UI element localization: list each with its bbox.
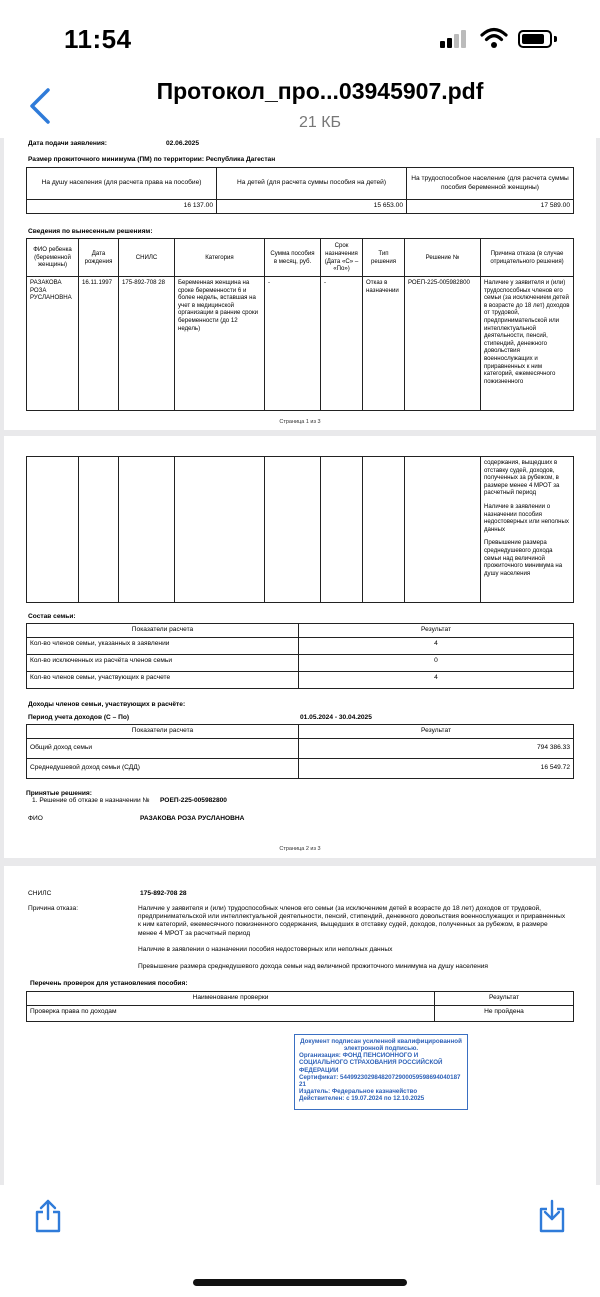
pm-heading: Размер прожиточного минимума (ПМ) по территории: Республика Дагестан [28, 156, 276, 163]
cont-cell-8 [405, 457, 481, 603]
application-date-label: Дата подачи заявления: [28, 140, 107, 147]
income-row-label: Среднедушевой доход семьи (СДД) [27, 759, 299, 779]
period-value: 01.05.2024 - 30.04.2025 [300, 714, 372, 721]
dec-cell-amount: - [265, 277, 321, 411]
stamp-issuer: Издатель: Федеральное казначейство [299, 1087, 418, 1095]
dec-header-amount: Сумма пособия в месяц, руб. [265, 239, 321, 277]
check-result: Не пройдена [435, 1006, 574, 1022]
family-row-value: 4 [299, 638, 574, 655]
fio-label: ФИО [28, 815, 43, 822]
dec-header-birthdate: Дата рождения [79, 239, 119, 277]
income-row-value: 16 549.72 [299, 759, 574, 779]
stamp-valid: Действителен: с 19.07.2024 по 12.10.2025 [299, 1095, 425, 1102]
document-title: Протокол_про...03945907.pdf [156, 78, 484, 104]
reason-label: Причина отказа: [28, 905, 79, 912]
signature-stamp [294, 1034, 468, 1110]
cont-cell-3 [119, 457, 175, 603]
dec-cell-type: Отказ в назначении [363, 277, 405, 411]
income-row-label: Общий доход семьи [27, 739, 299, 759]
reason-text-3: Превышение размера среднедушевого дохода семьи над величиной прожиточного минимума на душу населения [138, 963, 488, 970]
pm-value-per-capita: 16 137.00 [27, 200, 217, 214]
reason-continued-2: Наличие в заявлении о назначении пособия недостоверных или неполных данных [484, 503, 569, 533]
snils-value: 175-892-708 28 [140, 890, 187, 897]
decision-number: РОЕП-225-005982800 [160, 797, 227, 804]
pm-value-children: 15 653.00 [217, 200, 407, 214]
battery-icon [518, 30, 552, 48]
income-row-value: 794 386.33 [299, 739, 574, 759]
dec-cell-snils: 175-892-708 28 [119, 277, 175, 411]
cont-cell-reason [481, 457, 574, 603]
family-row-label: Кол-во исключенных из расчёта членов семьи [27, 655, 299, 672]
period-label: Период учета доходов (С – По) [28, 714, 130, 721]
family-row-label: Кол-во членов семьи, участвующих в расчете [27, 672, 299, 689]
family-header-indicator: Показатели расчета [27, 624, 299, 638]
status-bar [0, 0, 600, 80]
income-heading: Доходы членов семьи, участвующих в расчёте: [28, 701, 186, 708]
decisions-table-continued [26, 456, 574, 603]
back-chevron-icon[interactable] [26, 86, 56, 126]
pdf-viewer[interactable] [0, 138, 600, 1248]
dec-cell-term: - [321, 277, 363, 411]
reason-continued-3: Превышение размера среднедушевого дохода семьи над величиной прожиточного минимума на душу населения [484, 539, 563, 577]
decisions-table [26, 238, 574, 411]
share-icon[interactable] [33, 1199, 63, 1233]
family-row-label: Кол-во членов семьи, указанных в заявлении [27, 638, 299, 655]
dec-header-fio: ФИО ребенка (беременной женщины) [27, 239, 79, 277]
checks-heading: Перечень проверок для установления пособия: [30, 980, 188, 987]
fio-value: РАЗАКОВА РОЗА РУСЛАНОВНА [140, 815, 245, 822]
battery-tip [554, 36, 557, 42]
snils-label: СНИЛС [28, 890, 52, 897]
dec-header-type: Тип решения [363, 239, 405, 277]
dec-header-term: Срок назначения (Дата «С» – «По») [321, 239, 363, 277]
stamp-title: Документ подписан усиленной квалифицированной электронной подписью. [300, 1038, 462, 1053]
dec-cell-number: РОЕП-225-005982800 [405, 277, 481, 411]
decision-text: 1. Решение об отказе в назначении № [32, 797, 150, 804]
dec-cell-reason: Наличие у заявителя и (или) трудоспособных членов его семьи (за исключением детей в возрасте до 18 лет) доходов от трудовой, предпринимательской или интеллектуальной деятельности, пенсий, стипендий, денежного довольствия военнослужащих и приравненных к ним категорий, ежемесячного пожизненного [481, 277, 574, 411]
download-icon[interactable] [537, 1199, 567, 1233]
income-table [26, 724, 574, 779]
family-row-value: 0 [299, 655, 574, 672]
page-number-2: Страница 2 из 3 [279, 846, 321, 852]
dec-cell-category: Беременная женщина на сроке беременности 6 и более недель, вставшая на учет в медицинской организации в ранние сроки беременности (до 12 недель) [175, 277, 265, 411]
home-indicator[interactable] [193, 1279, 407, 1286]
dec-header-snils: СНИЛС [119, 239, 175, 277]
reason-text-1: Наличие у заявителя и (или) трудоспособных членов его семьи (за исключением детей в возрасте до 18 лет) доходов от трудовой, предпринимательской или интеллектуальной деятельности, пенсий, стипендий, денежного довольствия военнослужащих и приравненных к ним категорий, ежемесячного пожизненного содержания, выщедших в отставку судей, доходов, полученных за рубежом, в размере менее 4 МРОТ за расчетный период [138, 905, 566, 937]
pm-header-children: На детей (для расчета суммы пособия на детей) [217, 168, 407, 200]
wifi-icon [480, 27, 508, 49]
application-date-value: 02.06.2025 [166, 140, 200, 147]
cont-cell-4 [175, 457, 265, 603]
cont-cell-7 [363, 457, 405, 603]
cellular-signal-icon [440, 30, 466, 48]
cont-cell-5 [265, 457, 321, 603]
stamp-cert: Сертификат: 5449923029848207290005959869404018721 [299, 1073, 461, 1088]
dec-header-reason: Причина отказа (в случае отрицательного решения) [481, 239, 574, 277]
family-heading: Состав семьи: [28, 613, 76, 620]
checks-header-name: Наименование проверки [27, 992, 435, 1006]
status-time: 11:54 [64, 24, 132, 54]
income-header-result: Результат [299, 725, 574, 739]
pdf-page-2 [4, 436, 596, 858]
cont-cell-1 [27, 457, 79, 603]
cont-cell-6 [321, 457, 363, 603]
income-header-indicator: Показатели расчета [27, 725, 299, 739]
decisions-label: Принятые решения: [26, 790, 92, 797]
pm-table [26, 167, 574, 214]
family-table [26, 623, 574, 689]
dec-cell-birthdate: 16.11.1997 [79, 277, 119, 411]
stamp-org: Организация: ФОНД ПЕНСИОННОГО И СОЦИАЛЬНОГО СТРАХОВАНИЯ РОССИЙСКОЙ ФЕДЕРАЦИИ [299, 1052, 443, 1074]
check-name: Проверка права по доходам [27, 1006, 435, 1022]
family-row-value: 4 [299, 672, 574, 689]
cont-cell-2 [79, 457, 119, 603]
pdf-page-1 [4, 138, 596, 430]
page-number-1: Страница 1 из 3 [279, 419, 321, 425]
file-size: 21 КБ [298, 114, 342, 131]
pm-header-working: На трудоспособное население (для расчета суммы пособия беременной женщины) [407, 168, 574, 200]
dec-cell-fio: РАЗАКОВА РОЗА РУСЛАНОВНА [27, 277, 79, 411]
pm-value-working: 17 589.00 [407, 200, 574, 214]
dec-header-number: Решение № [405, 239, 481, 277]
family-header-result: Результат [299, 624, 574, 638]
reason-continued-1: содержания, выщедших в отставку судей, доходов, полученных за рубежом, в размере менее 4 МРОТ за расчетный период [484, 459, 560, 497]
decisions-heading: Сведения по вынесенным решениям: [28, 228, 153, 235]
checks-table [26, 991, 574, 1022]
reason-text-2: Наличие в заявлении о назначении пособия недостоверных или неполных данных [138, 946, 393, 953]
dec-header-category: Категория [175, 239, 265, 277]
pm-header-per-capita: На душу населения (для расчета права на пособие) [27, 168, 217, 200]
checks-header-result: Результат [435, 992, 574, 1006]
